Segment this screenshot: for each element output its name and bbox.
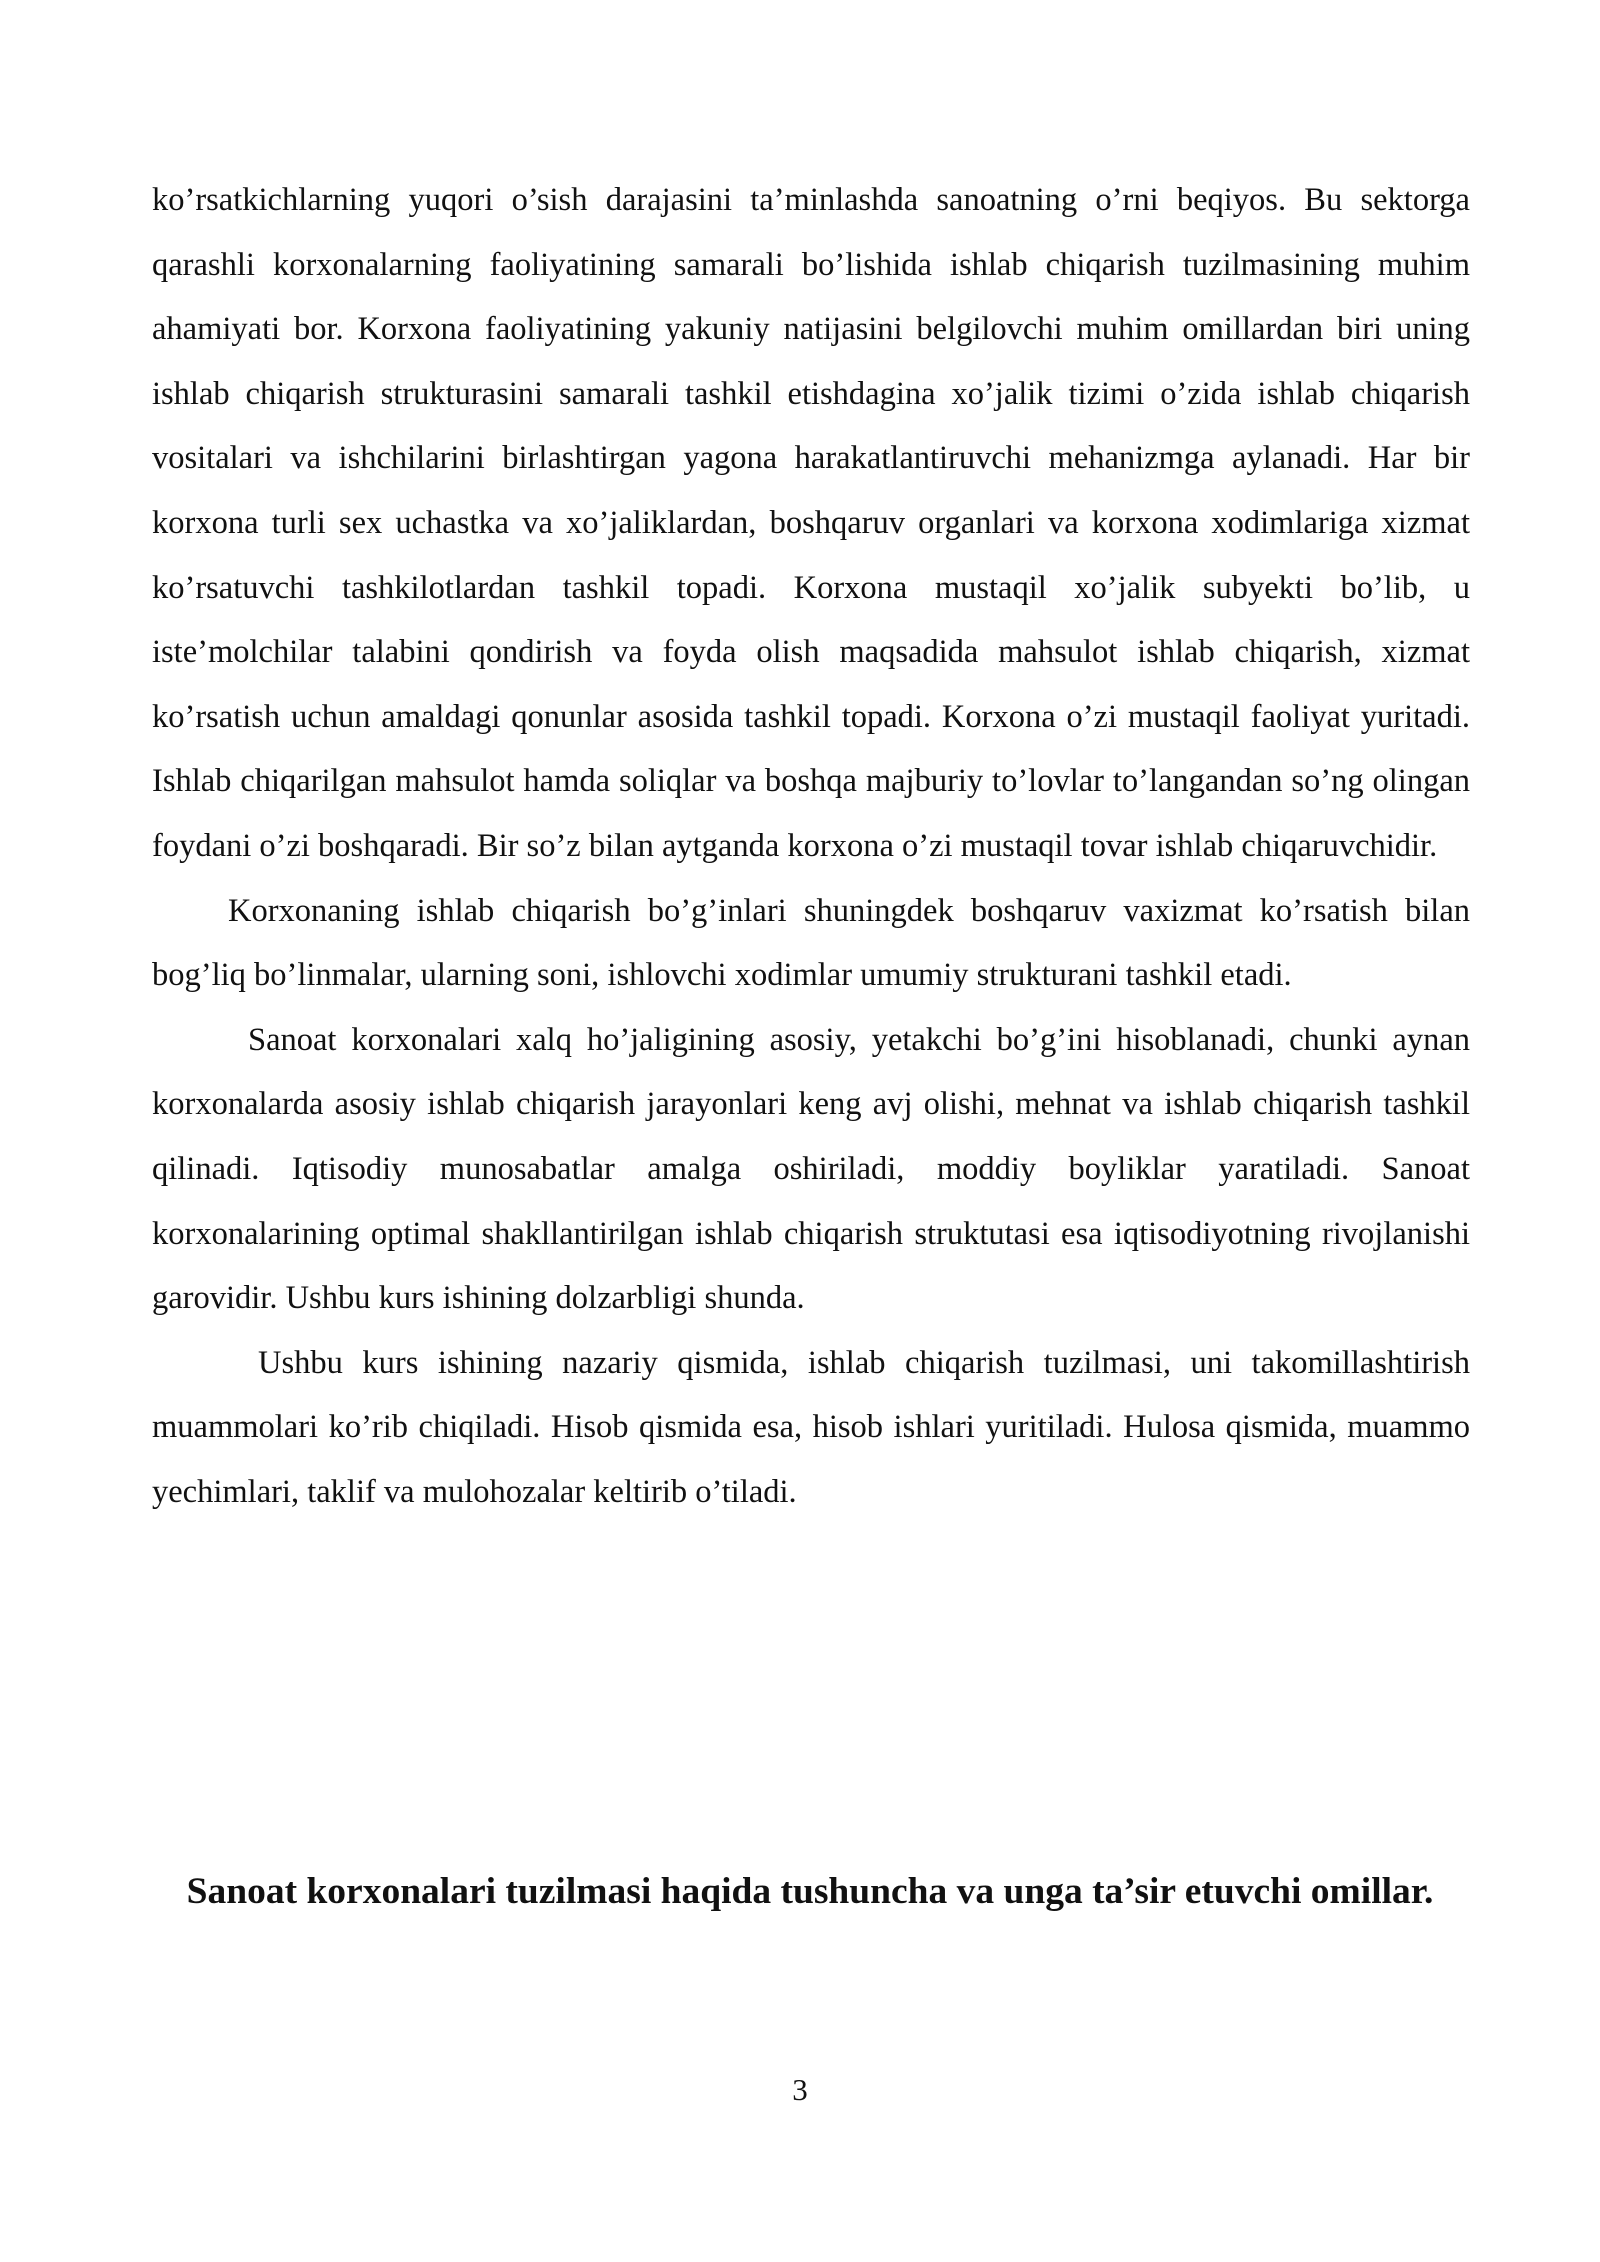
- body-text: [152, 168, 1470, 1524]
- paragraph-structure: Korxonaning ishlab chiqarish bo’g’inlari shuningdek boshqaruv vaxizmat ko’rsatish bilan bog’liq bo’linmalar, ularning soni, ishlovchi xodimlar umumiy strukturani tashkil etadi.: [152, 892, 1470, 994]
- paragraph-importance: Sanoat korxonalari xalq ho’jaligining asosiy, yetakchi bo’g’ini hisoblanadi, chunki aynan korxonalarda asosiy ishlab chiqarish jarayonlari keng avj olishi, mehnat va ishlab chiqarish tashkil qilinadi. Iqtisodiy munosabatlar amalga oshiriladi, moddiy boyliklar yaratiladi. Sanoat korxonalarining optimal shakllantirilgan ishlab chiqarish struktutasi esa iqtisodiyotning rivojlanishi garovidir. Ushbu kurs ishining dolzarbligi shunda.: [152, 1021, 1470, 1317]
- page-number: 3: [792, 2072, 808, 2107]
- section-heading: Sanoat korxonalari tuzilmasi haqida tushuncha va unga ta’sir etuvchi omillar.: [186, 1871, 1434, 1912]
- paragraph-intro: ko’rsatkichlarning yuqori o’sish darajasini ta’minlashda sanoatning o’rni beqiyos. Bu sektorga qarashli korxonalarning faoliyatining samarali bo’lishida ishlab chiqarish tuzilmasining muhim ahamiyati bor. Korxona faoliyatining yakuniy natijasini belgilovchi muhim omillardan biri uning ishlab chiqarish strukturasini samarali tashkil etishdagina xo’jalik tizimi o’zida ishlab chiqarish vositalari va ishchilarini birlashtirgan yagona harakatlantiruvchi mehanizmga aylanadi. Har bir korxona turli sex uchastka va xo’jaliklardan, boshqaruv organlari va korxona xodimlariga xizmat ko’rsatuvchi tashkilotlardan tashkil topadi. Korxona mustaqil xo’jalik subyekti bo’lib, u iste’molchilar talabini qondirish va foyda olish maqsadida mahsulot ishlab chiqarish, xizmat ko’rsatish uchun amaldagi qonunlar asosida tashkil topadi. Korxona o’zi mustaqil faoliyat yuritadi. Ishlab chiqarilgan mahsulot hamda soliqlar va boshqa majburiy to’lovlar to’langandan so’ng olingan foydani o’zi boshqaradi. Bir so’z bilan aytganda korxona o’zi mustaqil tovar ishlab chiqaruvchidir.: [152, 182, 1470, 864]
- paragraph-course-outline: Ushbu kurs ishining nazariy qismida, ishlab chiqarish tuzilmasi, uni takomillashtirish muammolari ko’rib chiqiladi. Hisob qismida esa, hisob ishlari yuritiladi. Hulosa qismida, muammo yechimlari, taklif va mulohozalar keltirib o’tiladi.: [152, 1344, 1470, 1510]
